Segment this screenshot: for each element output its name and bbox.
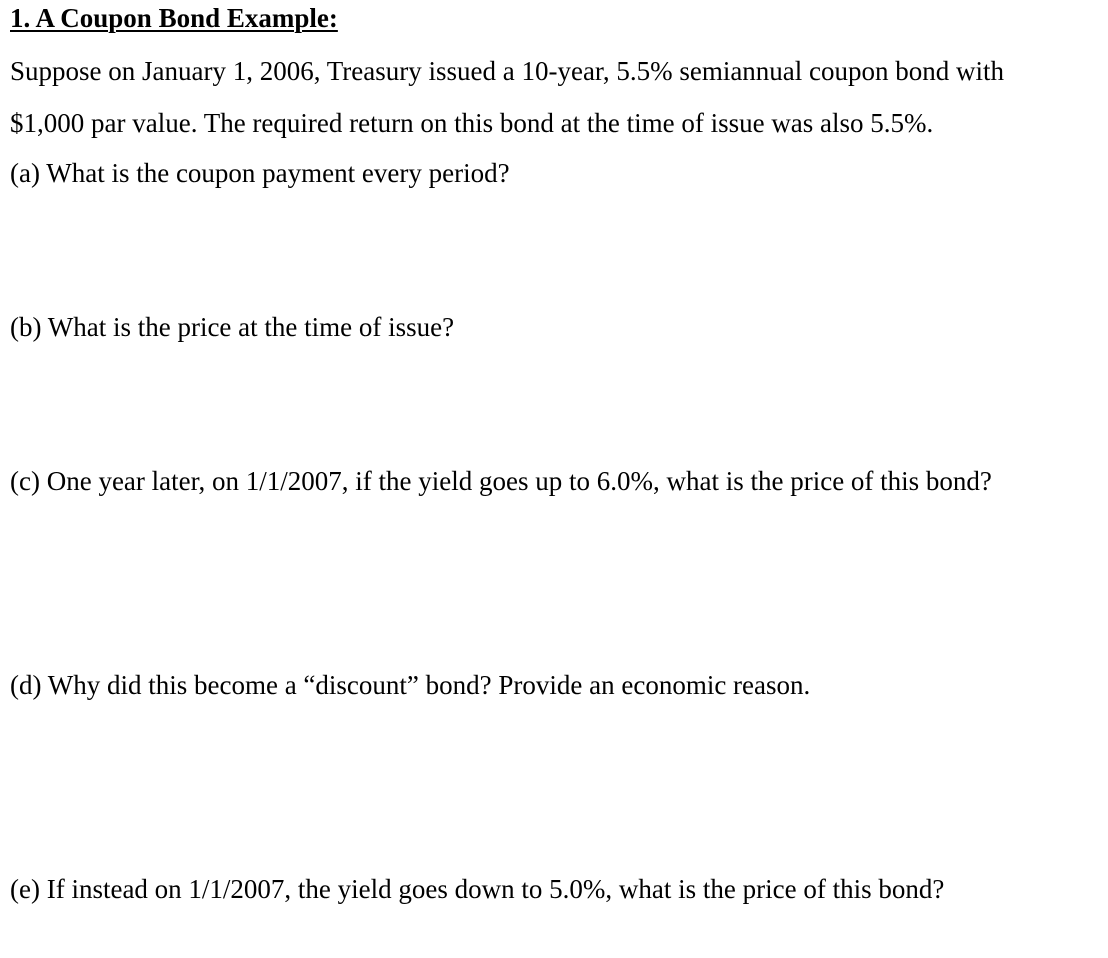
intro-line-1: Suppose on January 1, 2006, Treasury issued a 10-year, 5.5% semiannual coupon bond with <box>10 56 1005 86</box>
intro-line-2: $1,000 par value. The required return on this bond at the time of issue was also 5.5%. <box>10 108 934 138</box>
question-e: (e) If instead on 1/1/2007, the yield goes down to 5.0%, what is the price of this bond? <box>10 874 945 904</box>
question-a: (a) What is the coupon payment every period? <box>10 158 510 188</box>
question-b: (b) What is the price at the time of issue? <box>10 312 455 342</box>
heading: 1. A Coupon Bond Example: <box>10 3 338 33</box>
question-d: (d) Why did this become a “discount” bond? Provide an economic reason. <box>10 670 811 700</box>
question-c: (c) One year later, on 1/1/2007, if the yield goes up to 6.0%, what is the price of this bond? <box>10 466 992 496</box>
